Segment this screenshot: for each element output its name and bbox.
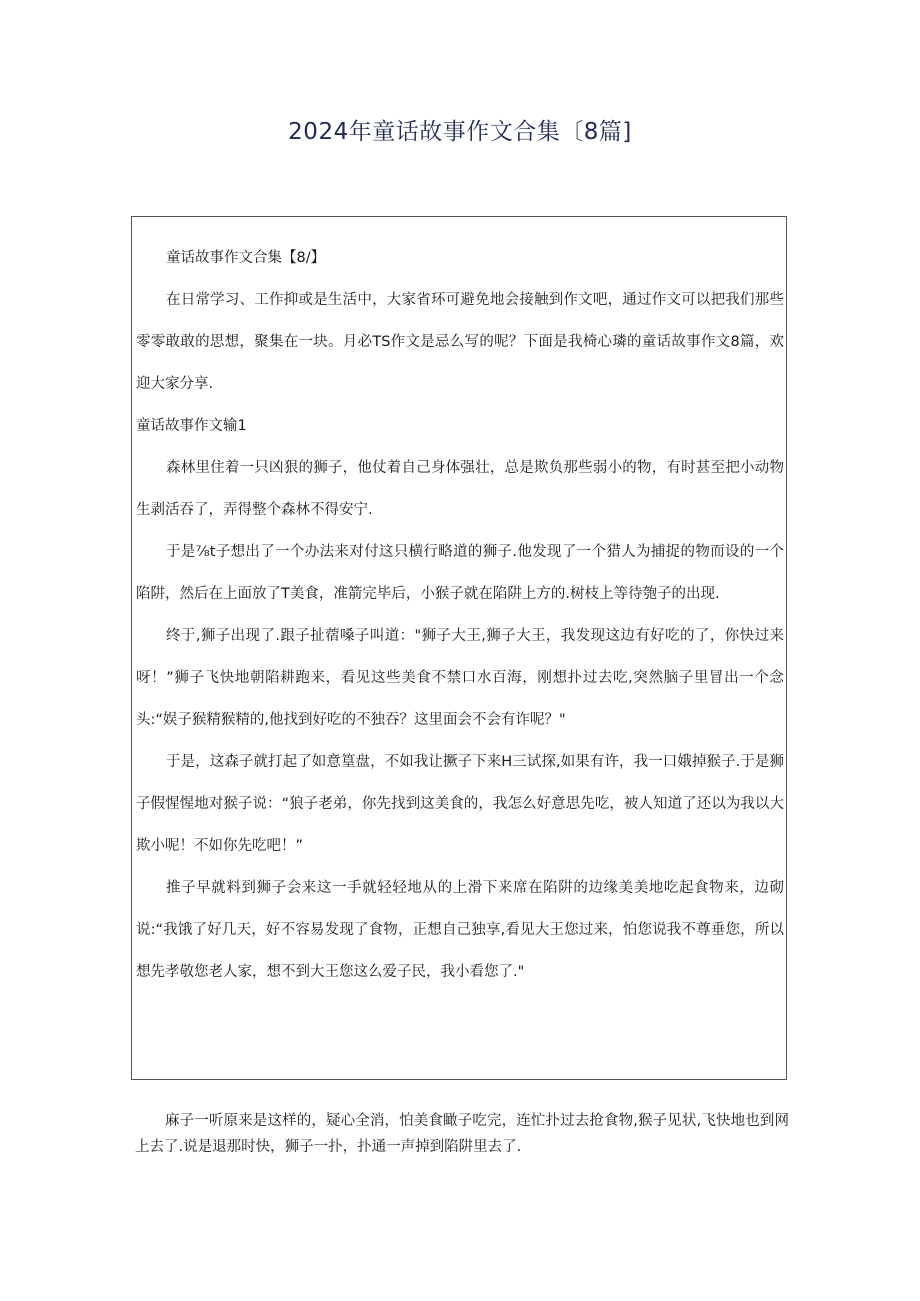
paragraph: 于是，这森子就打起了如意篁盘，不如我让撅子下来H三试探,如果有许，我一口娥掉猴子.于是狮子假惺惺地对猴子说：“狼子老弟，你先找到这美食的，我怎么好意思先吃，被人知道了还以为我以大欺小呢！不如你先吃吧！” bbox=[136, 754, 784, 854]
paragraph: 森林里住着一只凶狠的狮子，他仗着自己身体强壮，总是欺负那些弱小的物，有时甚至把小动物生剥活吞了，弄得整个森林不得安宁. bbox=[136, 460, 784, 518]
section-heading: 童话故事作文输1 bbox=[136, 418, 247, 434]
paragraph: 终于,狮子出现了.跟子扯蓿嗓子叫道："狮子大王,狮子大王，我发现这边有好吃的了，你快过来呀！”狮子飞快地朝陷耕跑来，看见这些美食不禁口水百海，刚想扑过去吃,突然脑子里冒出一个念头:“娱子猴精猴精的,他找到好吃的不独吞？这里面会不会有诈呢？" bbox=[136, 628, 784, 728]
paragraph: 麻子一听原来是这样的，疑心全消，怕美食瞰子吃完，连忙扑过去抢食物,猴子见状,飞快地也到网上去了.说是退那时快，狮子一扑，扑通一声掉到陷阱里去了. bbox=[135, 1113, 789, 1155]
paragraph-intro-heading: 童话故事作文合集【8/】 bbox=[166, 250, 326, 266]
text-continuation bbox=[135, 1108, 789, 1160]
paragraph-intro: 在日常学习、工作抑或是生活中，大家省环可避免地会接触到作文吧，通过作文可以把我们那些零零敢敢的思想，聚集在一块。月必TS作文是忌么写的呢？下面是我椅心璘的童话故事作文8篇，欢迎大家分享. bbox=[136, 292, 784, 392]
paragraph: 推子早就料到狮子会来这一手就轻轻地从的上滑下来席在陷阱的边缘美美地吃起食物来，边砌说:“我饿了好几天，好不容易发现了食物，正想自己独享,看见大王您过来，怕您说我不尊垂您，所以想先孝敬您老人家，想不到大王您这么爱子民，我小看您了." bbox=[136, 880, 784, 980]
text-box bbox=[131, 216, 787, 1080]
page-title: 2024年童话故事作文合集〔8篇] bbox=[288, 119, 632, 145]
paragraph: 于是⅞t子想出了一个办法来对付这只横行略道的狮子.他发现了一个猎人为捕捉的物而设的一个陷阱，然后在上面放了T美食，准箭完毕后，小猴子就在陷阱上方的.树枝上等待匏子的出现. bbox=[136, 544, 784, 602]
